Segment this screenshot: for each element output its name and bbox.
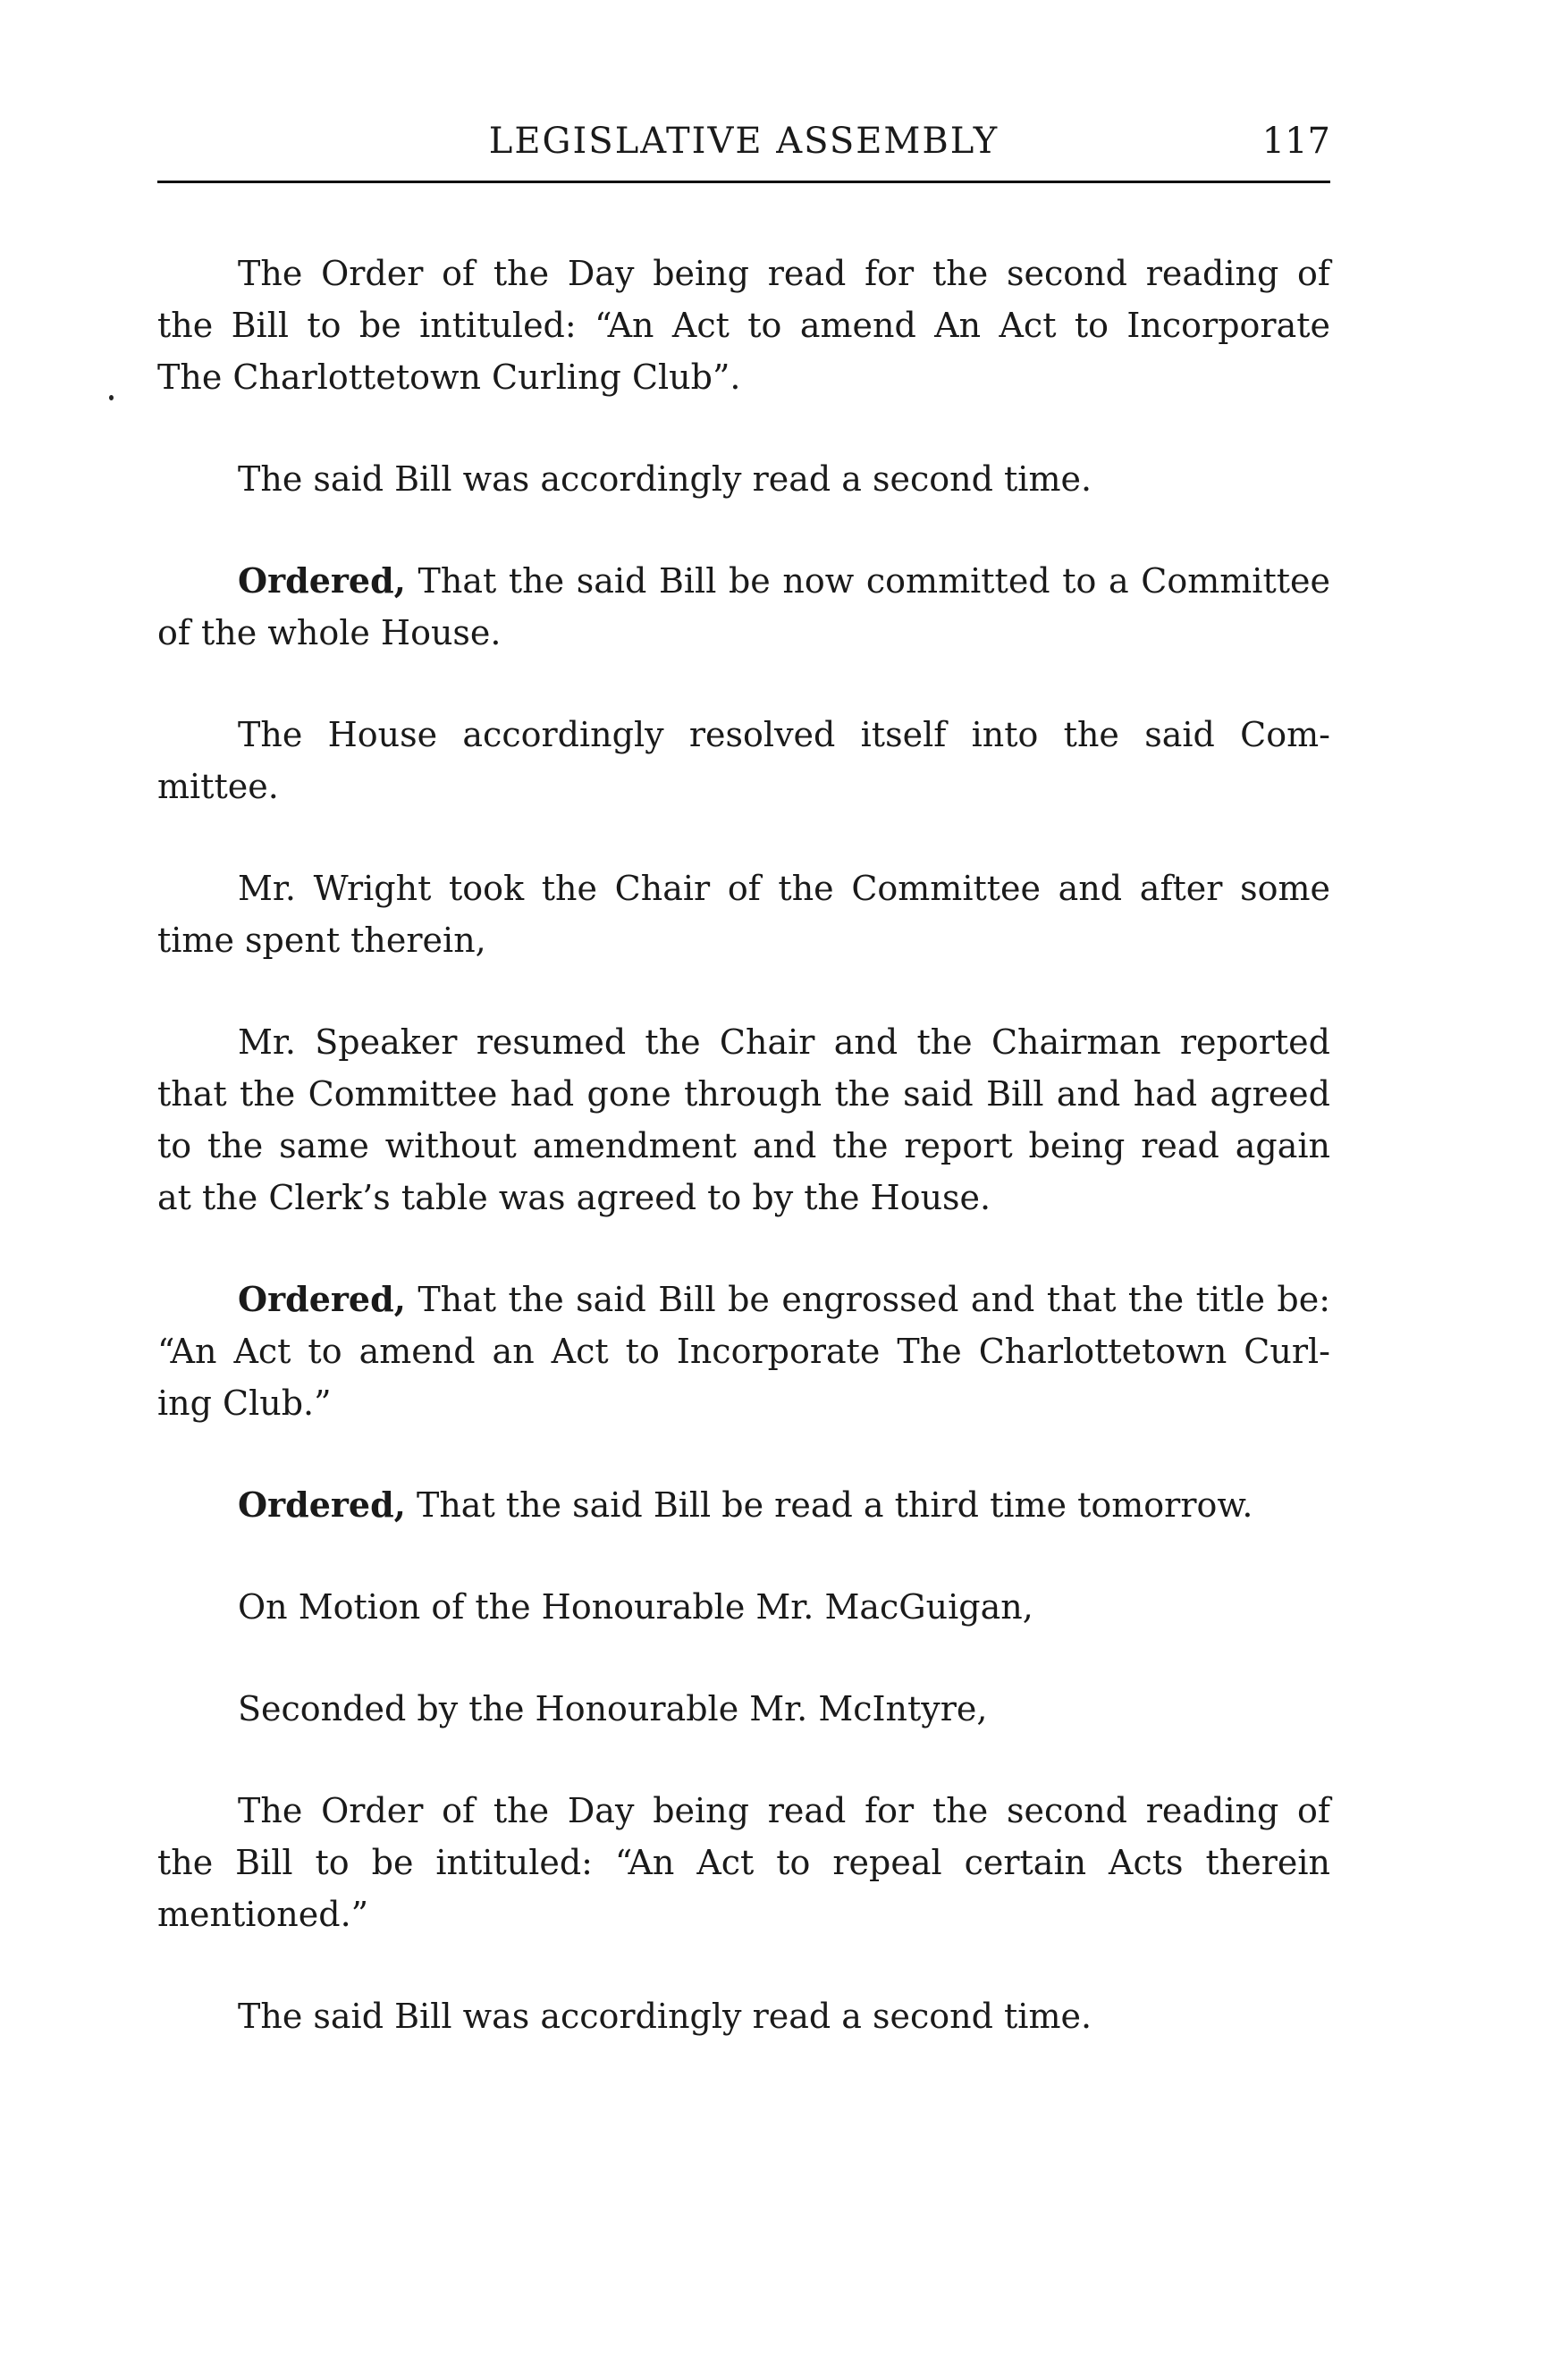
line-text: The said Bill was accordingly read a second time. bbox=[238, 1997, 1092, 2036]
text-line bbox=[157, 1068, 1330, 1120]
line-text: Seconded by the Honourable Mr. McIntyre, bbox=[238, 1689, 988, 1728]
text-line bbox=[157, 1837, 1330, 1888]
text-line bbox=[157, 761, 1330, 812]
text-line bbox=[157, 1888, 1330, 1940]
paragraph bbox=[157, 709, 1330, 812]
paragraph bbox=[157, 453, 1330, 505]
paragraph bbox=[157, 1683, 1330, 1735]
page-number: 117 bbox=[1261, 121, 1330, 162]
text-line bbox=[157, 1479, 1330, 1531]
text-line bbox=[157, 299, 1330, 351]
text-line bbox=[157, 709, 1330, 761]
running-head: LEGISLATIVE ASSEMBLY bbox=[488, 121, 1000, 162]
line-text: Mr. Speaker resumed the Chair and the Chairman reported bbox=[238, 1022, 1330, 1062]
line-text: The said Bill was accordingly read a second time. bbox=[238, 459, 1092, 499]
text-line bbox=[157, 1325, 1330, 1377]
text-line bbox=[157, 453, 1330, 505]
line-text: The Charlottetown Curling Club”. bbox=[157, 357, 741, 397]
text-line bbox=[157, 914, 1330, 966]
line-text: The Order of the Day being read for the second reading of bbox=[238, 254, 1330, 293]
line-text: On Motion of the Honourable Mr. MacGuigan, bbox=[238, 1587, 1033, 1627]
line-text: The Order of the Day being read for the second reading of bbox=[238, 1791, 1330, 1830]
line-text: Mr. Wright took the Chair of the Committee and after some bbox=[238, 869, 1330, 908]
text-line bbox=[157, 351, 1330, 403]
text-line bbox=[157, 1683, 1330, 1735]
line-text: time spent therein, bbox=[157, 921, 486, 960]
line-text: that the Committee had gone through the said Bill and had agreed bbox=[157, 1074, 1330, 1114]
text-line bbox=[157, 1274, 1330, 1325]
text-line bbox=[157, 1120, 1330, 1172]
paragraph bbox=[157, 1016, 1330, 1224]
line-text: The House accordingly resolved itself into the said Com- bbox=[238, 715, 1330, 754]
ordered-lead: Ordered, bbox=[238, 1484, 406, 1525]
ordered-lead: Ordered, bbox=[238, 560, 406, 601]
paragraph bbox=[157, 1581, 1330, 1633]
text-line bbox=[157, 862, 1330, 914]
paragraph bbox=[157, 1479, 1330, 1531]
text-line bbox=[157, 1377, 1330, 1429]
header-rule bbox=[157, 181, 1330, 183]
line-text: That the said Bill be engrossed and that the title be: bbox=[418, 1280, 1330, 1319]
text-line bbox=[157, 1581, 1330, 1633]
line-text: That the said Bill be now committed to a Committee bbox=[418, 561, 1330, 601]
paragraph bbox=[157, 1990, 1330, 2042]
text-line bbox=[157, 607, 1330, 659]
paragraph bbox=[157, 1274, 1330, 1429]
paragraph bbox=[157, 862, 1330, 966]
line-text: at the Clerk’s table was agreed to by the House. bbox=[157, 1178, 991, 1217]
text-line bbox=[157, 555, 1330, 607]
body-text bbox=[157, 248, 1330, 2092]
line-text: mentioned.” bbox=[157, 1895, 369, 1934]
line-text: to the same without amendment and the report being read again bbox=[157, 1126, 1330, 1165]
text-line bbox=[157, 248, 1330, 299]
paragraph bbox=[157, 248, 1330, 403]
text-line bbox=[157, 1785, 1330, 1837]
line-text: mittee. bbox=[157, 767, 279, 806]
line-text: That the said Bill be read a third time tomorrow. bbox=[416, 1485, 1253, 1525]
text-line bbox=[157, 1016, 1330, 1068]
paragraph bbox=[157, 1785, 1330, 1940]
text-line bbox=[157, 1990, 1330, 2042]
text-line bbox=[157, 1172, 1330, 1224]
line-text: the Bill to be intituled: “An Act to amend An Act to Incorporate bbox=[157, 306, 1330, 345]
page-header bbox=[157, 114, 1330, 168]
line-text: the Bill to be intituled: “An Act to repeal certain Acts therein bbox=[157, 1843, 1330, 1882]
line-text: ing Club.” bbox=[157, 1383, 332, 1423]
line-text: “An Act to amend an Act to Incorporate The Charlottetown Curl- bbox=[157, 1332, 1330, 1371]
ordered-lead: Ordered, bbox=[238, 1279, 406, 1319]
line-text: of the whole House. bbox=[157, 613, 502, 652]
print-speck bbox=[109, 395, 114, 400]
paragraph bbox=[157, 555, 1330, 659]
